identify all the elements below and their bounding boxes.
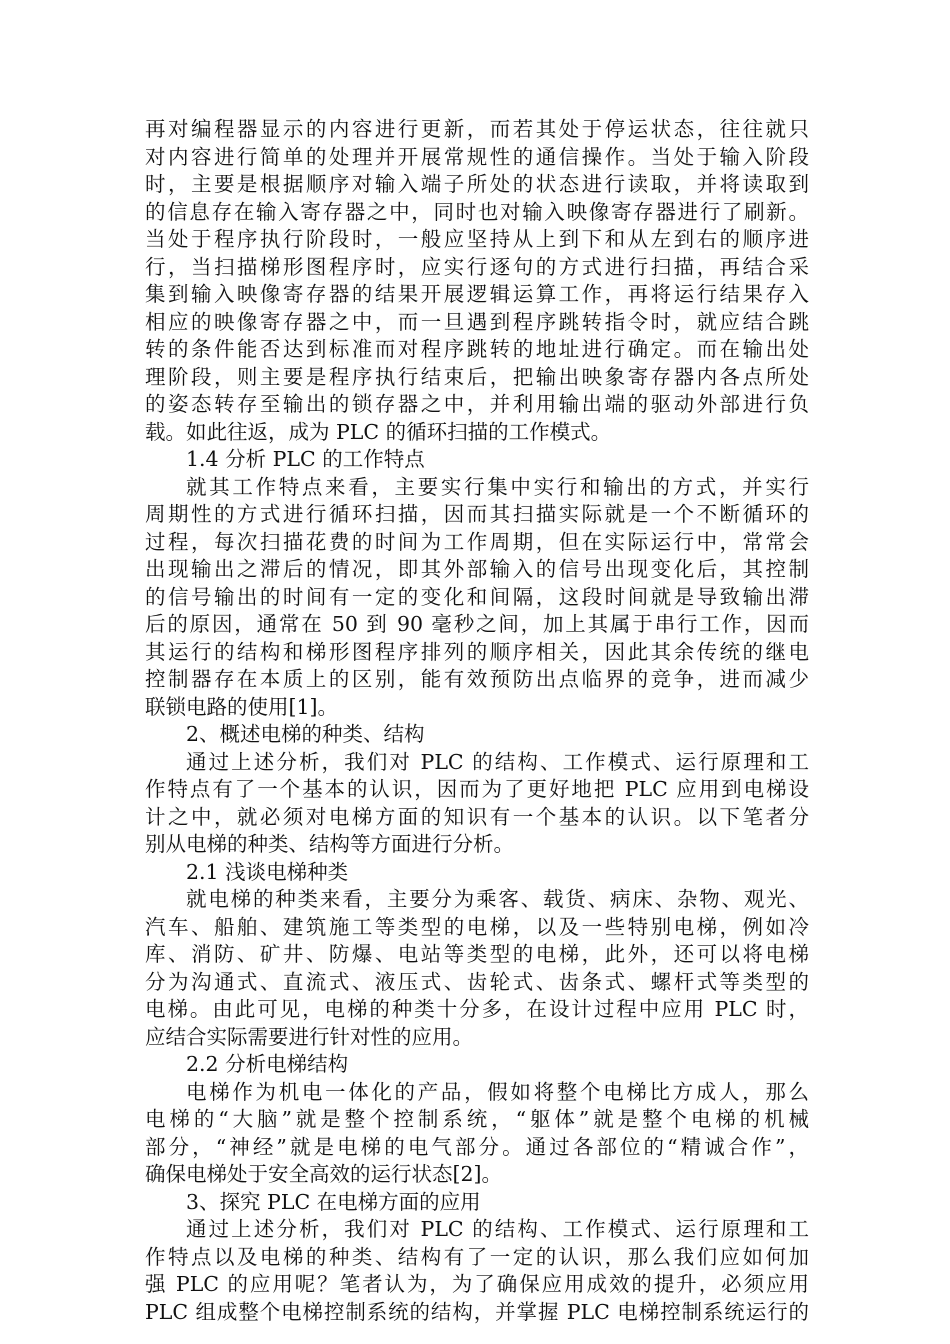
text-line: 电梯的“大脑”就是整个控制系统，“躯体”就是整个电梯的机械 (145, 1107, 809, 1131)
text-line: 后的原因，通常在 50 到 90 毫秒之间，加上其属于串行工作，因而 (145, 612, 809, 636)
section-heading: 2.1 浅谈电梯种类 (186, 859, 349, 884)
text-line: PLC 组成整个电梯控制系统的结构，并掌握 PLC 电梯控制系统运行的 (145, 1299, 809, 1324)
text-line: 的姿态转存至输出的锁存器之中，并利用输出端的驱动外部进行负 (145, 392, 809, 416)
text-line: 计之中，就必须对电梯方面的知识有一个基本的认识。以下笔者分 (145, 804, 809, 829)
text-line: 时，主要是根据顺序对输入端子所处的状态进行读取，并将读取到 (145, 172, 809, 196)
text-line: 的信息存在输入寄存器之中，同时也对输入映像寄存器进行了刷新。 (145, 199, 809, 224)
section-heading: 2.2 分析电梯结构 (186, 1052, 349, 1076)
text-line: 载。如此往返，成为 PLC 的循环扫描的工作模式。 (145, 419, 612, 444)
text-line: 汽车、船舶、建筑施工等类型的电梯，以及一些特别电梯，例如冷 (145, 914, 809, 939)
section-heading: 1.4 分析 PLC 的工作特点 (186, 447, 425, 471)
text-line: 电梯作为机电一体化的产品，假如将整个电梯比方成人，那么 (186, 1079, 809, 1104)
text-line: 就电梯的种类来看，主要分为乘客、载货、病床、杂物、观光、 (186, 887, 809, 911)
text-line: 其运行的结构和梯形图程序排列的顺序相关，因此其余传统的继电 (145, 639, 809, 664)
text-line: 理阶段，则主要是程序执行结束后，把输出映象寄存器内各点所处 (145, 364, 809, 389)
text-line: 通过上述分析，我们对 PLC 的结构、工作模式、运行原理和工 (186, 1217, 809, 1241)
text-line: 相应的映像寄存器之中，而一旦遇到程序跳转指令时，就应结合跳 (145, 309, 809, 334)
text-line: 周期性的方式进行循环扫描，因而其扫描实际就是一个不断循环的 (145, 502, 809, 526)
text-line: 当处于程序执行阶段时，一般应坚持从上到下和从左到右的顺序进 (145, 227, 809, 251)
text-line: 强 PLC 的应用呢？笔者认为，为了确保应用成效的提升，必须应用 (145, 1272, 809, 1296)
text-line: 分为沟通式、直流式、液压式、齿轮式、齿条式、螺杆式等类型的 (145, 969, 809, 994)
text-line: 再对编程器显示的内容进行更新，而若其处于停运状态，往往就只 (145, 117, 809, 141)
text-line: 库、消防、矿井、防爆、电站等类型的电梯，此外，还可以将电梯 (145, 942, 809, 966)
text-line: 联锁电路的使用[1]。 (145, 694, 339, 719)
text-line: 对内容进行简单的处理并开展常规性的通信操作。当处于输入阶段 (145, 144, 809, 169)
text-line: 通过上述分析，我们对 PLC 的结构、工作模式、运行原理和工 (186, 749, 809, 774)
text-line: 的信号输出的时间有一定的变化和间隔，这段时间就是导致输出滞 (145, 584, 809, 609)
text-line: 集到输入映像寄存器的结果开展逻辑运算工作，再将运行结果存入 (145, 282, 809, 306)
text-line: 应结合实际需要进行针对性的应用。 (145, 1024, 473, 1049)
section-heading: 3、探究 PLC 在电梯方面的应用 (186, 1189, 481, 1214)
text-line: 行，当扫描梯形图程序时，应实行逐句的方式进行扫描，再结合采 (145, 254, 809, 279)
text-line: 出现输出之滞后的情况，即其外部输入的信号出现变化后，其控制 (145, 557, 809, 581)
document-page (145, 116, 809, 1326)
text-line: 确保电梯处于安全高效的运行状态[2]。 (145, 1162, 503, 1186)
section-heading: 2、概述电梯的种类、结构 (186, 722, 425, 746)
text-line: 部分，“神经”就是电梯的电气部分。通过各部位的“精诚合作”， (145, 1134, 809, 1159)
text-line: 转的条件能否达到标准而对程序跳转的地址进行确定。而在输出处 (145, 337, 809, 361)
text-line: 作特点以及电梯的种类、结构有了一定的认识，那么我们应如何加 (145, 1244, 809, 1269)
text-line: 作特点有了一个基本的认识，因而为了更好地把 PLC 应用到电梯设 (145, 777, 809, 801)
text-line: 别从电梯的种类、结构等方面进行分析。 (145, 832, 514, 856)
text-line: 过程，每次扫描花费的时间为工作周期，但在实际运行中，常常会 (145, 529, 809, 554)
text-line: 电梯。由此可见，电梯的种类十分多，在设计过程中应用 PLC 时， (145, 997, 809, 1021)
text-line: 就其工作特点来看，主要实行集中实行和输出的方式，并实行 (186, 474, 809, 499)
text-line: 控制器存在本质上的区别，能有效预防出点临界的竞争，进而减少 (145, 667, 809, 691)
